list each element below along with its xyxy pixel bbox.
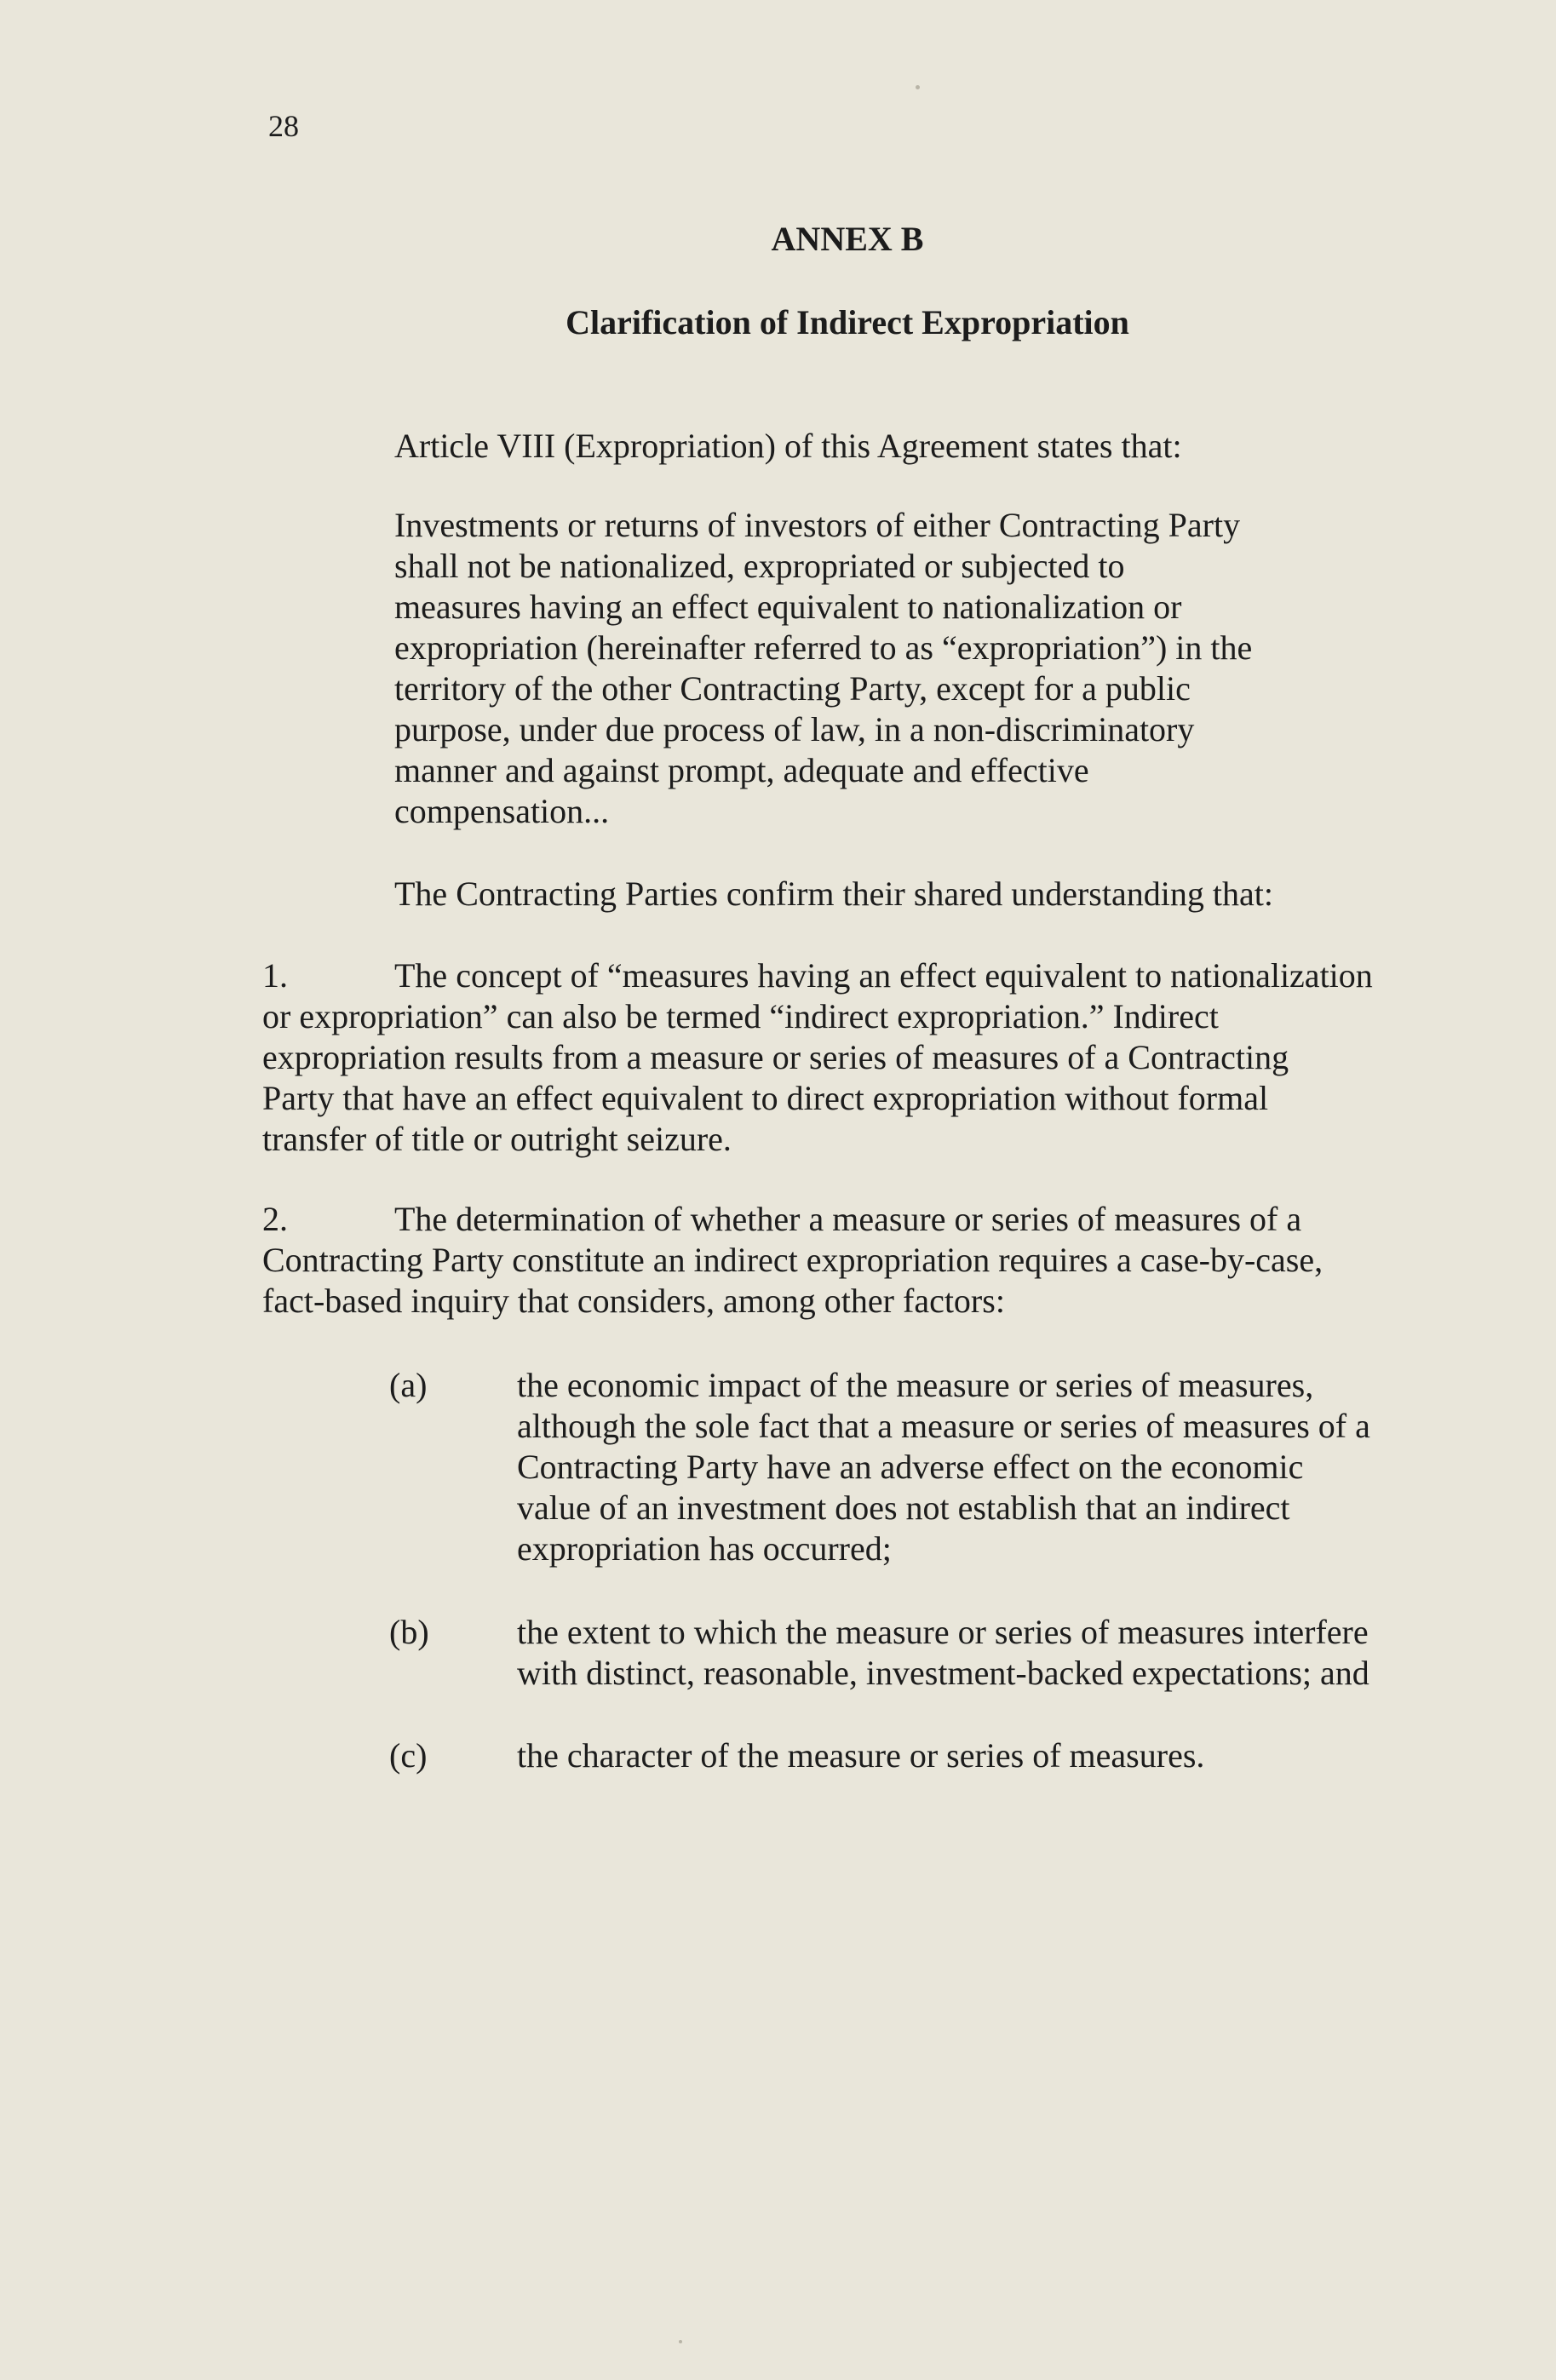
paragraph-line: expropriation results from a measure or series of measures of a Contracting — [262, 1038, 1289, 1076]
list-item-a — [389, 1365, 1437, 1569]
quote-line: purpose, under due process of law, in a non-discriminatory — [394, 710, 1195, 748]
paragraph-1 — [262, 955, 1438, 1160]
paper-speck — [916, 85, 920, 89]
confirm-sentence: The Contracting Parties confirm their shared understanding that: — [394, 875, 1273, 913]
list-item-line: Contracting Party have an adverse effect on the economic — [517, 1448, 1304, 1486]
paragraph-line: fact-based inquiry that considers, among other factors: — [262, 1282, 1005, 1320]
list-item-line: value of an investment does not establish that an indirect — [517, 1488, 1290, 1527]
list-item-line: with distinct, reasonable, investment-backed expectations; and — [517, 1654, 1369, 1692]
quote-line: compensation... — [394, 792, 610, 830]
list-item-marker: (b) — [389, 1613, 429, 1651]
paragraph-line — [262, 955, 1438, 996]
paragraph-line: transfer of title or outright seizure. — [262, 1120, 732, 1158]
list-item-line: the extent to which the measure or series of measures interfere — [517, 1613, 1369, 1651]
list-item-line: expropriation has occurred; — [517, 1529, 892, 1568]
list-item-body — [517, 1735, 1437, 1776]
paragraph-line — [262, 1199, 1438, 1240]
list-item-marker: (c) — [389, 1736, 428, 1775]
paragraph-number: 2. — [262, 1200, 288, 1238]
intro-sentence: Article VIII (Expropriation) of this Agreement states that: — [394, 427, 1182, 465]
paragraph-number: 1. — [262, 956, 288, 995]
list-item-c — [389, 1735, 1437, 1776]
paragraph-line: Party that have an effect equivalent to direct expropriation without formal — [262, 1079, 1269, 1117]
quoted-article-text — [394, 505, 1331, 832]
quote-line: manner and against prompt, adequate and effective — [394, 751, 1089, 789]
list-item-line: the economic impact of the measure or series of measures, — [517, 1366, 1314, 1404]
paragraph-text: The concept of “measures having an effect equivalent to nationalization — [394, 956, 1373, 995]
quote-line: measures having an effect equivalent to nationalization or — [394, 588, 1182, 626]
list-item-body — [517, 1365, 1437, 1569]
paragraph-line: or expropriation” can also be termed “indirect expropriation.” Indirect — [262, 997, 1219, 1035]
paragraph-2 — [262, 1199, 1438, 1322]
quote-line: Investments or returns of investors of either Contracting Party — [394, 506, 1241, 544]
annex-subtitle: Clarification of Indirect Expropriation — [566, 303, 1129, 341]
list-item-line: although the sole fact that a measure or series of measures of a — [517, 1407, 1370, 1445]
quote-line: expropriation (hereinafter referred to as “expropriation”) in the — [394, 628, 1253, 667]
page-number: 28 — [268, 109, 299, 143]
list-item-line: the character of the measure or series of measures. — [517, 1736, 1205, 1775]
quote-line: territory of the other Contracting Party, except for a public — [394, 669, 1191, 708]
paper-speck — [679, 2340, 682, 2343]
quote-line: shall not be nationalized, expropriated or subjected to — [394, 547, 1125, 585]
list-item-marker: (a) — [389, 1366, 428, 1404]
annex-title: ANNEX B — [771, 220, 924, 258]
paragraph-text: The determination of whether a measure or series of measures of a — [394, 1200, 1302, 1238]
list-item-b — [389, 1612, 1437, 1694]
paragraph-line: Contracting Party constitute an indirect expropriation requires a case-by-case, — [262, 1241, 1323, 1279]
list-item-body — [517, 1612, 1437, 1694]
